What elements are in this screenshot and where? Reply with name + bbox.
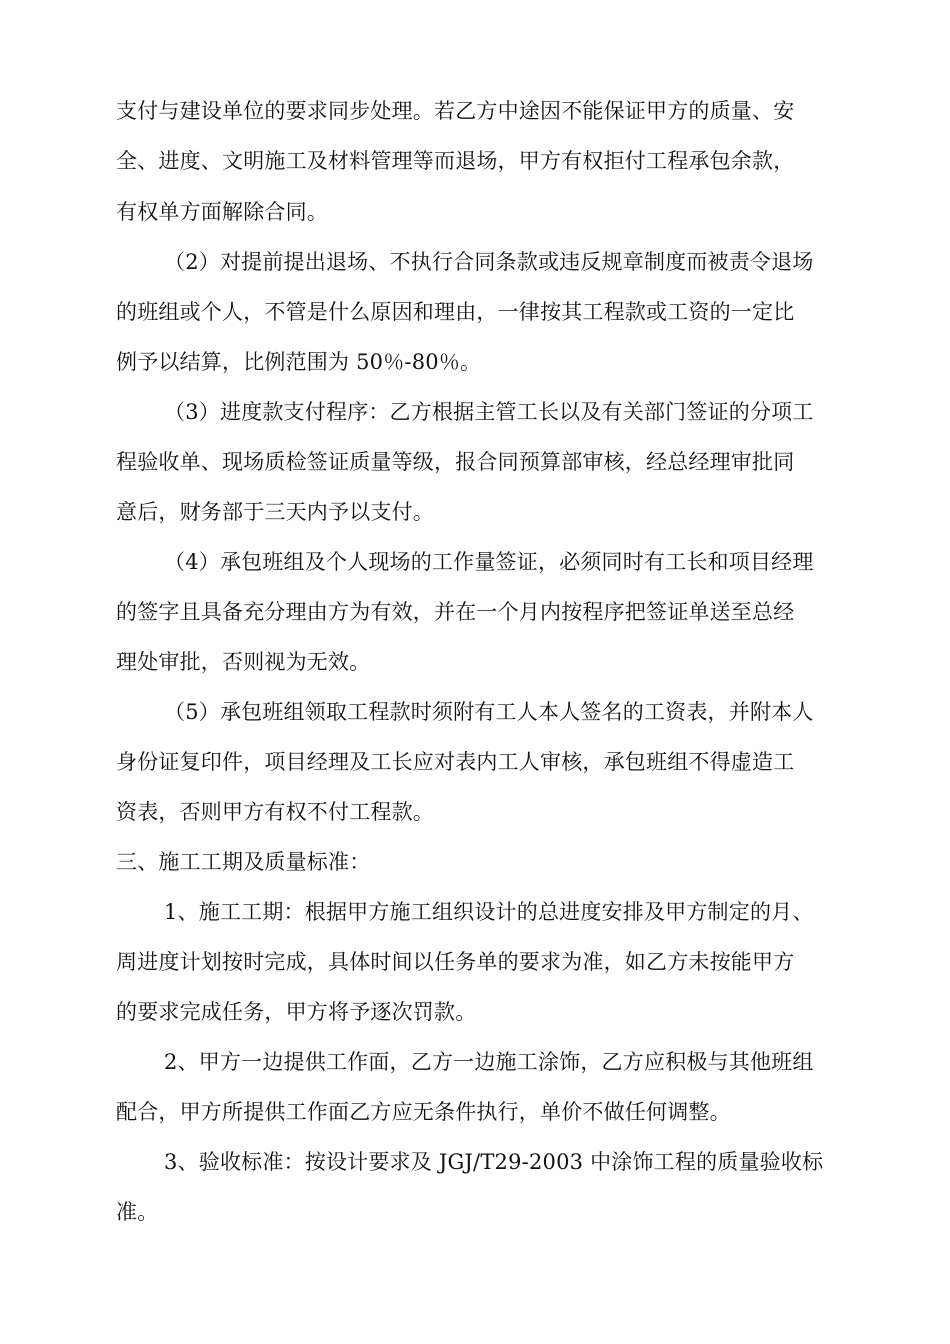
item-3-start: 3、验收标准：按设计要求及 JGJ/T29-2003 中涂饰工程的质量验收标	[164, 1150, 824, 1174]
text-line: 程验收单、现场质检签证质量等级，报合同预算部审核，经总经理审批同	[116, 450, 795, 474]
paragraph-4-start: （4）承包班组及个人现场的工作量签证，必须同时有工长和项目经理	[164, 550, 814, 574]
text-line: 理处审批，否则视为无效。	[116, 650, 371, 674]
paragraph-5-start: （5）承包班组领取工程款时须附有工人本人签名的工资表，并附本人	[164, 700, 814, 724]
text-line: 配合，甲方所提供工作面乙方应无条件执行，单价不做任何调整。	[116, 1100, 731, 1124]
text-line: 周进度计划按时完成，具体时间以任务单的要求为准，如乙方未按能甲方	[116, 950, 795, 974]
text-line: 支付与建设单位的要求同步处理。若乙方中途因不能保证甲方的质量、安	[116, 99, 795, 123]
text-line: 的签字且具备充分理由方为有效，并在一个月内按程序把签证单送至总经	[116, 600, 795, 624]
text-line: 例予以结算，比例范围为 50％-80％。	[116, 350, 482, 374]
paragraph-3-start: （3）进度款支付程序：乙方根据主管工长以及有关部门签证的分项工	[164, 400, 814, 424]
text-line: 准。	[116, 1200, 159, 1224]
text-line: 身份证复印件，项目经理及工长应对表内工人审核，承包班组不得虚造工	[116, 750, 795, 774]
section-heading: 三、施工工期及质量标准：	[116, 850, 371, 874]
text-line: 的要求完成任务，甲方将予逐次罚款。	[116, 1000, 477, 1024]
item-1-start: 1、施工工期：根据甲方施工组织设计的总进度安排及甲方制定的月、	[164, 900, 814, 924]
text-line: 的班组或个人，不管是什么原因和理由，一律按其工程款或工资的一定比	[116, 300, 795, 324]
text-line: 意后，财务部于三天内予以支付。	[116, 500, 434, 524]
item-2-start: 2、甲方一边提供工作面，乙方一边施工涂饰，乙方应积极与其他班组	[164, 1050, 814, 1074]
text-line: 资表，否则甲方有权不付工程款。	[116, 800, 434, 824]
text-line: 全、进度、文明施工及材料管理等而退场，甲方有权拒付工程承包余款，	[116, 149, 795, 173]
text-line: 有权单方面解除合同。	[116, 200, 328, 224]
paragraph-2-start: （2）对提前提出退场、不执行合同条款或违反规章制度而被责令退场	[164, 250, 814, 274]
